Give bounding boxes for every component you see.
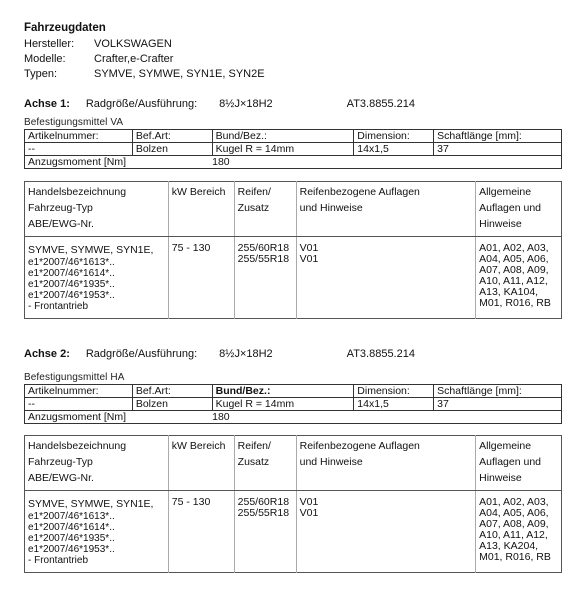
axle-2-fastening-table <box>24 384 562 424</box>
torque-label: Anzugsmoment [Nm] <box>25 156 213 169</box>
collar: Kugel R = 14mm <box>212 398 354 411</box>
general-notes-cell: A01, A02, A03, A04, A05, A06, A07, A08, A09, A10, A11, A12, A13, KA204, M01, R016, RB <box>479 496 551 563</box>
col-designation: Handelsbezeichnung Fahrzeug-Typ ABE/EWG-Nr. <box>25 182 169 237</box>
col-fastener-type: Bef.Art: <box>132 130 212 143</box>
tyres-cell: 255/60R18 255/55R18 <box>234 491 296 573</box>
fastening-header-row <box>25 385 562 398</box>
axle-1-main-table <box>24 181 562 319</box>
fastener-type: Bolzen <box>132 143 212 156</box>
axle-1-fastening-title: Befestigungsmittel VA <box>24 117 124 128</box>
fastening-header-row <box>25 130 562 143</box>
fastening-data-row <box>25 143 562 156</box>
axle-1-fastening-table <box>24 129 562 169</box>
axle-2-main-table <box>24 435 562 573</box>
main-data-row <box>25 491 562 573</box>
fastener-type: Bolzen <box>132 398 212 411</box>
col-kw-range: kW Bereich <box>168 436 234 491</box>
torque-row <box>25 156 562 169</box>
types-value: SYMVE, SYMWE, SYN1E, SYN2E <box>94 68 265 80</box>
axle-2-code: AT3.8855.214 <box>346 348 415 360</box>
axle-2-fastening-title: Befestigungsmittel HA <box>24 372 125 383</box>
shaft-length: 37 <box>434 398 562 411</box>
col-general-notes: Allgemeine Auflagen und Hinweise <box>476 182 562 237</box>
dimension: 14x1,5 <box>354 398 434 411</box>
document-title: Fahrzeugdaten <box>24 22 106 34</box>
models-label: Modelle: <box>24 53 66 65</box>
col-general-notes: Allgemeine Auflagen und Hinweise <box>476 436 562 491</box>
tyre-notes-cell: V01 V01 <box>296 237 475 319</box>
main-data-row <box>25 237 562 319</box>
types-label: Typen: <box>24 68 58 80</box>
tyres-cell: 255/60R18 255/55R18 <box>234 237 296 319</box>
collar: Kugel R = 14mm <box>212 143 354 156</box>
col-kw-range: kW Bereich <box>168 182 234 237</box>
dimension: 14x1,5 <box>354 143 434 156</box>
axle-2-size-value: 8½J×18H2 <box>219 348 273 360</box>
col-fastener-type: Bef.Art: <box>132 385 212 398</box>
shaft-length: 37 <box>434 143 562 156</box>
torque-value: 180 <box>212 156 561 169</box>
torque-value: 180 <box>212 411 561 424</box>
axle-1-label: Achse 1: <box>24 98 70 110</box>
kw-cell: 75 - 130 <box>168 491 234 573</box>
col-tyre-notes: Reifenbezogene Auflagen und Hinweise <box>296 182 475 237</box>
axle-2-line <box>24 348 415 360</box>
main-header-row <box>25 182 562 237</box>
fastening-data-row <box>25 398 562 411</box>
article-number: -- <box>25 143 133 156</box>
kw-cell: 75 - 130 <box>168 237 234 319</box>
col-dimension: Dimension: <box>354 385 434 398</box>
col-collar: Bund/Bez.: <box>212 385 354 398</box>
axle-1-size-label: Radgröße/Ausführung: <box>85 98 198 110</box>
general-notes-cell: A01, A02, A03, A04, A05, A06, A07, A08, A09, A10, A11, A12, A13, KA104, M01, R016, RB <box>479 242 551 309</box>
main-header-row <box>25 436 562 491</box>
col-tyre-notes: Reifenbezogene Auflagen und Hinweise <box>296 436 475 491</box>
manufacturer-value: VOLKSWAGEN <box>94 38 172 50</box>
col-article-number: Artikelnummer: <box>25 130 133 143</box>
models-row <box>24 53 173 65</box>
manufacturer-row <box>24 38 172 50</box>
torque-row <box>25 411 562 424</box>
types-row <box>24 68 265 80</box>
col-shaft-length: Schaftlänge [mm]: <box>434 130 562 143</box>
article-number: -- <box>25 398 133 411</box>
axle-1-code: AT3.8855.214 <box>346 98 415 110</box>
axle-2-size-label: Radgröße/Ausführung: <box>85 348 198 360</box>
axle-1-line <box>24 98 415 110</box>
tyre-notes-cell: V01 V01 <box>296 491 475 573</box>
torque-label: Anzugsmoment [Nm] <box>25 411 213 424</box>
axle-2-label: Achse 2: <box>24 348 70 360</box>
col-tyres: Reifen/ Zusatz <box>234 182 296 237</box>
col-designation: Handelsbezeichnung Fahrzeug-Typ ABE/EWG-Nr. <box>25 436 169 491</box>
col-dimension: Dimension: <box>354 130 434 143</box>
designation-cell: SYMVE, SYMWE, SYN1E, e1*2007/46*1613*.. e1*2007/46*1614*.. e1*2007/46*1935*.. e1*2007/46*1953*.. - Frontantrieb <box>25 491 169 573</box>
models-value: Crafter,e-Crafter <box>94 53 174 65</box>
col-tyres: Reifen/ Zusatz <box>234 436 296 491</box>
col-article-number: Artikelnummer: <box>25 385 133 398</box>
axle-1-size-value: 8½J×18H2 <box>219 98 273 110</box>
manufacturer-label: Hersteller: <box>24 38 75 50</box>
col-shaft-length: Schaftlänge [mm]: <box>434 385 562 398</box>
col-collar: Bund/Bez.: <box>212 130 354 143</box>
designation-cell: SYMVE, SYMWE, SYN1E, e1*2007/46*1613*.. e1*2007/46*1614*.. e1*2007/46*1935*.. e1*2007/46*1953*.. - Frontantrieb <box>25 237 169 319</box>
